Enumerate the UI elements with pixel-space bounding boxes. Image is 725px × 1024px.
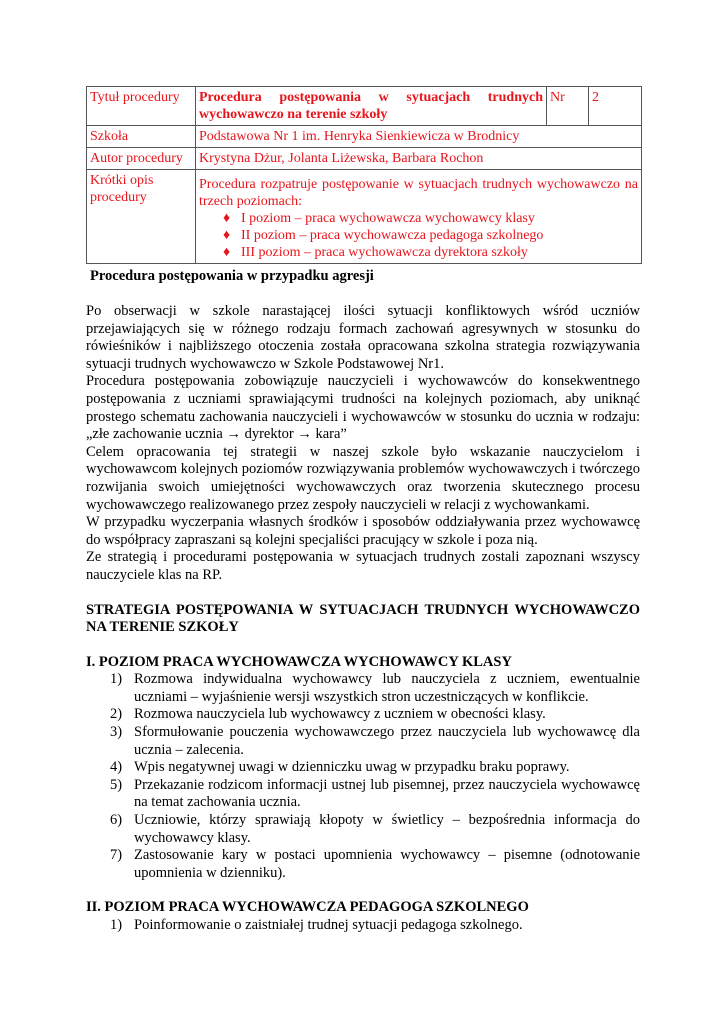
list-item: 1) Rozmowa indywidualna wychowawcy lub nauczyciela z uczniem, ewentualnie uczniami – wyjaśnienie wersji wszystkich stron uczestniczących w konflikcie. [110,671,640,705]
author-label-cell: Autor procedury [87,148,196,170]
list-item: 7) Zastosowanie kary w postaci upomnienia wychowawcy – pisemne (odnotowanie upomnienia w dzienniku). [110,847,640,881]
author-value-cell: Krystyna Dżur, Jolanta Liżewska, Barbara Rochon [196,148,642,170]
diamond-bullet-icon: ♦ [223,211,231,226]
table-row [87,126,642,148]
section-title: Procedura postępowania w przypadku agresji [90,268,374,284]
desc-value-cell [196,170,642,264]
list-item: ♦ III poziom – praca wychowawcza dyrektora szkoły [223,245,528,260]
school-value-cell: Podstawowa Nr 1 im. Henryka Sienkiewicza w Brodnicy [196,126,642,148]
paragraph: Procedura postępowania zobowiązuje nauczycieli i wychowawców do konsekwentnego postępowania z uczniami sprawiającymi trudności na kolejnych poziomach, aby uniknąć prostego schematu zachowania nauczycieli i wychowawców w stosunku do ucznia w rodzaju: „złe zachowanie ucznia → dyrektor → kara” [86,373,640,443]
list-item: 6) Uczniowie, którzy sprawiają kłopoty w świetlicy – bezpośrednia informacja do wychowawcy klasy. [110,812,640,846]
school-label-cell: Szkoła [87,126,196,148]
level2-list [86,917,640,935]
level2-heading: II. POZIOM PRACA WYCHOWAWCZA PEDAGOGA SZKOLNEGO [86,899,529,916]
table-row [87,170,642,264]
list-item: 2) Rozmowa nauczyciela lub wychowawcy z uczniem w obecności klasy. [110,706,546,723]
desc-label-cell: Krótki opis procedury [87,170,196,264]
nr-value-cell: 2 [589,87,642,126]
title-value-cell: Procedura postępowania w sytuacjach trudnych wychowawczo na terenie szkoły [196,87,547,126]
diamond-bullet-icon: ♦ [223,228,231,243]
paragraph: W przypadku wyczerpania własnych środków i sposobów oddziaływania przez wychowawcę do współpracy zapraszani są kolejni specjaliści pracujący w szkole i poza nią. [86,514,640,548]
table-row [87,87,642,126]
list-item: 3) Sformułowanie pouczenia wychowawczego przez nauczyciela lub wychowawcę dla ucznia – zalecenia. [110,724,640,758]
document-body [86,303,640,935]
title-label-cell: Tytuł procedury [87,87,196,126]
nr-label-cell: Nr [547,87,589,126]
desc-intro: Procedura rozpatruje postępowanie w sytuacjach trudnych wychowawczo na trzech poziomach: [199,177,638,209]
paragraph: Ze strategią i procedurami postępowania w sytuacjach trudnych zostali zapoznani wszyscy nauczyciele klas na RP. [86,549,640,583]
list-item: 4) Wpis negatywnej uwagi w dzienniczku uwag w przypadku braku poprawy. [110,759,570,776]
table-row [87,148,642,170]
list-item: 5) Przekazanie rodzicom informacji ustnej lub pisemnej, przez nauczyciela wychowawcę na temat zachowania ucznia. [110,776,640,811]
strategy-heading: STRATEGIA POSTĘPOWANIA W SYTUACJACH TRUDNYCH WYCHOWAWCZO NA TERENIE SZKOŁY [86,601,640,636]
level1-heading: I. POZIOM PRACA WYCHOWAWCZA WYCHOWAWCY KLASY [86,653,512,670]
paragraph: Celem opracowania tej strategii w naszej szkole było wskazanie nauczycielom i wychowawcom kolejnych poziomów rozwiązywania problemów wychowawczych i twórczego rozwijania swoich umiejętności wychowawczych oraz tworzenia skutecznego procesu wychowawczego realizowanego przez zespoły nauczycieli w relacji z wychowankami. [86,443,640,513]
procedure-meta-table [86,86,642,264]
level1-list [86,671,640,882]
document-page [86,86,640,933]
diamond-bullet-icon: ♦ [223,245,231,260]
list-item: 1) Poinformowanie o zaistniałej trudnej sytuacji pedagoga szkolnego. [110,917,523,933]
list-item: ♦ II poziom – praca wychowawcza pedagoga szkolnego [223,228,544,243]
paragraph: Po obserwacji w szkole narastającej ilości sytuacji konfliktowych wśród uczniów przejawiających się w różnego rodzaju formach zachowań agresywnych w stosunku do rówieśników i najbliższego otoczenia została opracowana szkolna strategia rozwiązywania sytuacji trudnych wychowawczo w Szkole Podstawowej Nr1. [86,303,640,372]
list-item: ♦ I poziom – praca wychowawcza wychowawcy klasy [223,211,535,226]
